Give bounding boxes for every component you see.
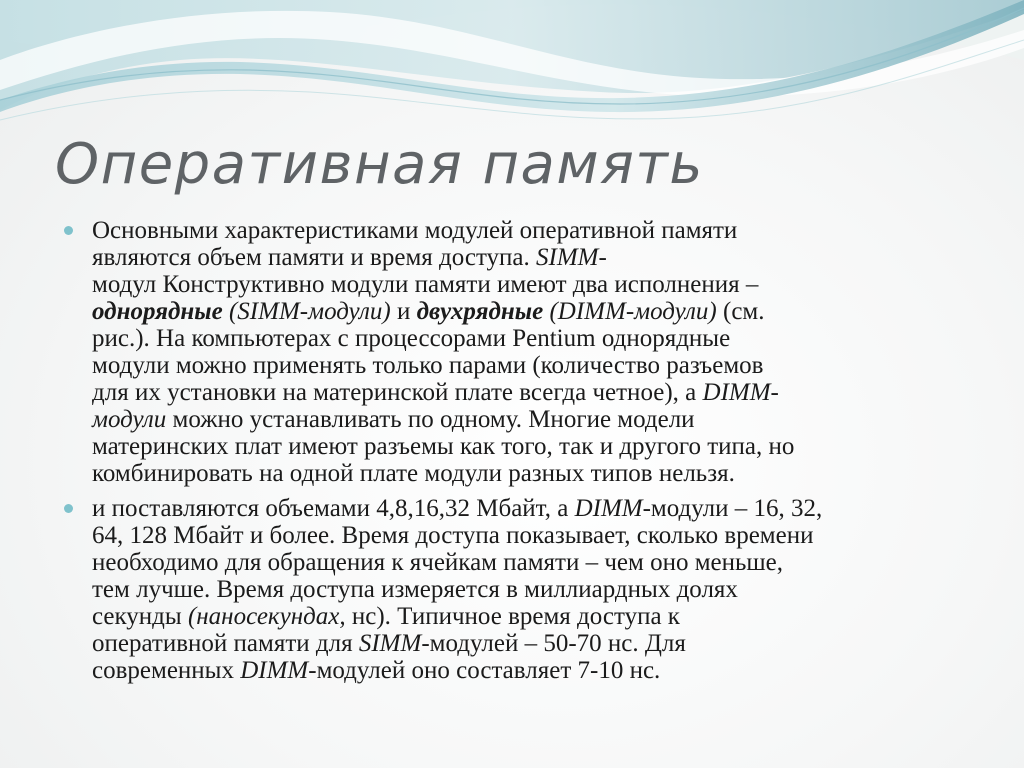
bullet-text-line [92, 460, 972, 487]
text-run: нс). Типичное время доступа к [345, 603, 680, 630]
circle-bullet-icon [64, 226, 73, 235]
bullet-text-line [92, 657, 972, 684]
text-run: SIMM [358, 630, 422, 657]
text-run: 64, 128 Мбайт и более. Время доступа показывает, сколько времени [92, 522, 814, 549]
bullet-text-line [92, 549, 972, 576]
bullet-text-line [92, 217, 972, 244]
text-run: двухрядные [416, 298, 544, 325]
text-run: (наносекундах, [187, 603, 346, 630]
bullet-text-line [92, 576, 972, 603]
text-run: для их установки на материнской плате всегда четное), а [92, 379, 703, 406]
text-run: рис.). На компьютерах с процессорами Pentium однорядные [92, 325, 731, 352]
bullet-item [92, 217, 972, 487]
text-run: модул Конструктивно модули памяти имеют два исполнения – [92, 271, 759, 298]
text-run: -модули – 16, 32, [642, 495, 823, 522]
text-run: современных [92, 657, 241, 684]
text-run: и [390, 298, 417, 325]
text-run: Основными характеристиками модулей оперативной памяти [92, 217, 738, 244]
bullet-text-line [92, 325, 972, 352]
bullet-text-line [92, 271, 972, 298]
bullet-text-line [92, 495, 972, 522]
circle-bullet-icon [64, 504, 73, 513]
decorative-wave-header [0, 0, 1024, 140]
text-run: модули [92, 406, 167, 433]
text-run: тем лучше. Время доступа измеряется в миллиардных долях [92, 576, 738, 603]
bullet-text-line [92, 522, 972, 549]
text-run: однорядные [92, 298, 223, 325]
bullet-text-line [92, 630, 972, 657]
text-run: SIMM [536, 244, 599, 271]
bullet-text-line [92, 433, 972, 460]
text-run: (DIMM-модули) [543, 298, 717, 325]
text-run: DIMM [574, 495, 643, 522]
text-run: DIMM- [702, 379, 779, 406]
text-run: являются объем памяти и время доступа. [92, 244, 537, 271]
text-run: и поставляются объемами 4,8,16,32 Мбайт, а [92, 495, 575, 522]
text-run: материнских плат имеют разъемы как того, так и другого типа, но [92, 433, 795, 460]
text-run: -модулей – 50-70 нс. Для [421, 630, 686, 657]
text-run: DIMM [240, 657, 309, 684]
bullet-text-line [92, 298, 972, 325]
bullet-list [92, 217, 972, 692]
text-run: комбинировать на одной плате модули разных типов нельзя. [92, 460, 735, 487]
text-run: модули можно применять только парами (количество разъемов [92, 352, 764, 379]
bullet-text-line [92, 244, 972, 271]
slide-title: Оперативная память [55, 132, 704, 197]
text-run: оперативной памяти для [92, 630, 359, 657]
bullet-text-line [92, 379, 972, 406]
bullet-text-line [92, 406, 972, 433]
text-run: - [598, 244, 607, 271]
bullet-text-line [92, 352, 972, 379]
bullet-text-line [92, 603, 972, 630]
text-run: можно устанавливать по одному. Многие модели [166, 406, 695, 433]
text-run: -модулей оно составляет 7-10 нс. [308, 657, 661, 684]
bullet-item [92, 495, 972, 684]
text-run: необходимо для обращения к ячейкам памяти – чем оно меньше, [92, 549, 783, 576]
text-run: (см. [716, 298, 765, 325]
text-run: секунды [92, 603, 188, 630]
text-run: (SIMM-модули) [222, 298, 391, 325]
